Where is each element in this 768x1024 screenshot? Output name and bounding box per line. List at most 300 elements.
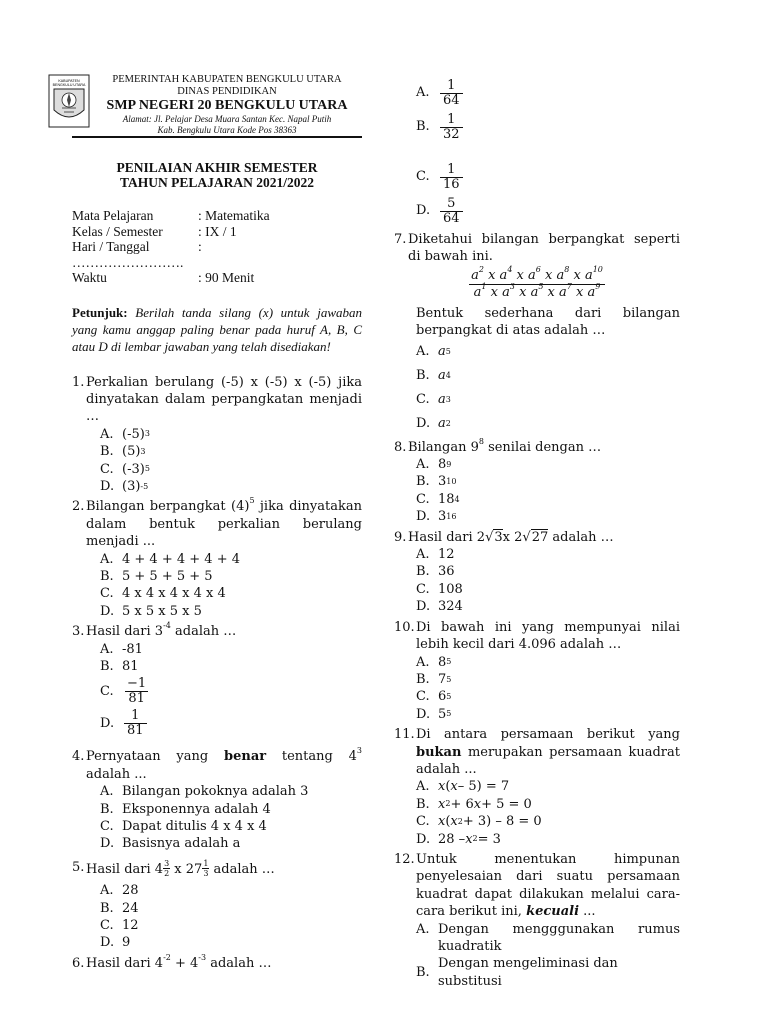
option-text: Dengan mengggunakan rumus kuadratik (438, 921, 680, 954)
info-row (72, 239, 362, 255)
question-2-options (100, 551, 362, 621)
option-a[interactable] (416, 76, 680, 110)
option-d[interactable] (100, 934, 362, 951)
option-a[interactable] (416, 778, 680, 795)
dept-name: DINAS PENDIDIKAN (177, 86, 277, 97)
q11-pre: Di antara persamaan berikut yang (416, 727, 680, 743)
info-key: Waktu (72, 270, 107, 285)
option-text: 81 (122, 659, 139, 674)
option-letter: A. (100, 551, 114, 567)
option-c[interactable]: C. x ( x 2 + 3) – 8 = 0 (416, 814, 542, 830)
question-12 (394, 851, 680, 921)
info-row (72, 255, 362, 271)
q6-mid: + 4 (170, 955, 199, 971)
option-b[interactable] (416, 955, 680, 990)
option-letter: B. (100, 900, 114, 916)
option-text: 324 (438, 599, 463, 615)
term-exp: 4 (507, 264, 513, 274)
option-c[interactable]: C. 18 4 (416, 491, 460, 507)
address-line-1: Alamat: Jl. Pelajar Desa Muara Santan Kec. Napal Putih (122, 114, 332, 124)
question-3 (72, 623, 362, 640)
times: x (514, 284, 531, 300)
term-base: a (499, 267, 508, 283)
option-b[interactable] (416, 563, 680, 580)
q4-mid: tentang 4 (266, 749, 357, 765)
regency-logo-icon (48, 74, 90, 128)
term-base: a (587, 284, 596, 300)
question-number: 5. (72, 859, 85, 875)
q8-post: senilai dengan … (483, 439, 602, 455)
option-d[interactable]: D. a 2 (416, 415, 451, 431)
option-b[interactable]: B. x 2 + 6 x + 5 = 0 (416, 796, 532, 812)
title-line-1: PENILAIAN AKHIR SEMESTER (116, 160, 318, 175)
option-base: 7 (438, 671, 447, 687)
term-base: a (559, 284, 567, 300)
question-number: 7. (394, 232, 407, 247)
numerator: −1 (127, 675, 147, 691)
question-1-options (100, 426, 362, 496)
option-base: (3) (122, 478, 141, 494)
option-a[interactable] (416, 546, 680, 563)
denominator: 64 (440, 93, 463, 108)
option-text: 28 (122, 883, 139, 899)
option-base: 5 (438, 706, 447, 722)
q11-post: merupakan persamaan kuadrat adalah ... (416, 744, 680, 777)
instructions (72, 304, 362, 355)
option-a[interactable] (416, 921, 680, 956)
option-letter: D. (416, 599, 431, 615)
q5-post: adalah … (209, 861, 275, 877)
denominator: 2 (164, 868, 170, 878)
denominator: 16 (440, 177, 463, 192)
option-letter: D. (100, 603, 115, 619)
option-text: 12 (438, 547, 455, 563)
question-7-options (416, 340, 680, 436)
info-value: : (198, 239, 202, 254)
info-value: : IX / 1 (198, 223, 237, 239)
option-letter: A. (100, 426, 114, 442)
question-text (86, 859, 362, 878)
term-base: a (473, 284, 482, 300)
option-d[interactable] (100, 835, 362, 852)
q6-pre: Hasil dari 4 (86, 955, 164, 971)
question-number: 3. (72, 624, 85, 640)
question-text: Perkalian berulang (-5) x (-5) x (-5) jika dinyatakan dalam perpangkatan menjadi … (86, 374, 362, 425)
question-number: 10. (394, 619, 415, 635)
question-4-options (100, 783, 362, 853)
option-a[interactable] (100, 882, 362, 899)
question-number: 4. (72, 749, 85, 765)
option-base: 6 (438, 689, 447, 705)
q4-pre: Pernyataan yang (86, 749, 224, 765)
expr: 28 – (438, 831, 466, 847)
option-text: 5 + 5 + 5 + 5 (122, 568, 213, 584)
option-letter: D. (416, 509, 431, 525)
info-row (72, 270, 362, 286)
option-base: a (438, 343, 446, 359)
term-base: a (502, 284, 510, 300)
q9-post: adalah … (548, 529, 614, 545)
power-fraction (394, 264, 680, 301)
option-letter: D. (100, 935, 115, 951)
address-line-2: Kab. Bengkulu Utara Kode Pos 38363 (157, 125, 297, 135)
option-c[interactable] (100, 917, 362, 934)
times: x (483, 267, 500, 283)
option-letter: B. (416, 671, 430, 687)
option-c[interactable]: C. 6 5 (416, 689, 452, 705)
option-d[interactable] (416, 194, 680, 228)
exam-info (72, 208, 362, 286)
q4-post: adalah ... (86, 766, 147, 782)
option-d[interactable] (416, 598, 680, 615)
option-base: 3 (438, 474, 447, 490)
option-d[interactable] (100, 707, 362, 739)
option-base: (5) (122, 444, 141, 460)
q6-post: adalah … (206, 955, 272, 971)
info-key: Kelas / Semester (72, 223, 163, 239)
formula-numerator (469, 264, 605, 285)
question-2 (72, 498, 362, 550)
option-b[interactable] (100, 658, 362, 675)
option-text: 4 + 4 + 4 + 4 + 4 (122, 551, 240, 567)
question-text (86, 623, 362, 640)
option-letter: B. (416, 796, 430, 812)
option-b[interactable] (100, 568, 362, 585)
option-base: (-3) (122, 461, 145, 477)
option-letter: C. (416, 814, 430, 830)
q4-bold: benar (224, 749, 267, 765)
option-text: Dengan mengeliminasi dan substitusi (438, 956, 618, 989)
denominator: 64 (440, 211, 463, 226)
school-name: SMP NEGERI 20 BENGKULU UTARA (106, 98, 348, 113)
term-base: a (530, 284, 539, 300)
question-11-options (416, 778, 680, 848)
option-d[interactable]: D. (3) -5 (100, 478, 149, 494)
option-letter: C. (416, 169, 430, 185)
gov-name: PEMERINTAH KABUPATEN BENGKULU UTARA (112, 74, 342, 85)
option-text: Eksponennya adalah 4 (122, 801, 271, 817)
term-exp: 9 (595, 281, 601, 291)
letterhead (52, 72, 362, 138)
term-base: a (556, 267, 565, 283)
q5-pre: Hasil dari (86, 861, 155, 877)
option-c[interactable] (416, 581, 680, 598)
title-line-2: TAHUN PELAJARAN 2021/2022 (119, 175, 314, 190)
numerator: 1 (447, 111, 456, 127)
option-letter: B. (416, 965, 430, 981)
question-text: Di bawah ini yang mempunyai nilai lebih kecil dari 4.096 adalah … (416, 619, 680, 653)
option-text: Bilangan pokoknya adalah 3 (122, 784, 309, 800)
question-number: 12. (394, 851, 415, 867)
option-b[interactable]: B. 3 10 (416, 474, 457, 490)
question-10-options (416, 654, 680, 724)
q6-exp-2: -3 (198, 952, 207, 962)
term-exp: 3 (509, 281, 515, 291)
option-base: a (438, 415, 446, 431)
option-c[interactable] (100, 818, 362, 835)
option-base: a (438, 367, 446, 383)
times: x (569, 267, 585, 283)
question-text (408, 436, 680, 456)
option-letter: D. (416, 415, 431, 431)
denominator: 81 (124, 723, 147, 738)
expr: ( (445, 779, 451, 795)
option-letter: C. (416, 491, 430, 507)
option-letter: D. (416, 706, 431, 722)
option-letter: A. (100, 784, 114, 800)
option-c[interactable]: C. (-3) 5 (100, 461, 150, 477)
option-letter: C. (416, 391, 430, 407)
expr: + 3) – 8 = 0 (462, 814, 542, 830)
option-d[interactable]: D. 28 – x 2 = 3 (416, 831, 501, 847)
denominator: 32 (440, 127, 463, 142)
option-b[interactable] (100, 801, 362, 818)
formula-denominator (473, 281, 601, 301)
option-letter: C. (100, 586, 114, 602)
option-letter: D. (100, 715, 115, 731)
option-a[interactable]: A. 8 5 (416, 654, 452, 670)
right-column (394, 76, 680, 990)
option-letter: C. (100, 819, 114, 835)
option-base: 3 (438, 509, 447, 525)
numerator: 1 (447, 161, 456, 177)
var: x (473, 796, 482, 812)
instructions-label: Petunjuk: (72, 304, 128, 320)
option-letter: C. (100, 918, 114, 934)
option-base: 8 (438, 457, 447, 473)
option-d[interactable]: D. 3 16 (416, 509, 457, 525)
denominator: 81 (125, 691, 148, 706)
question-9-options (416, 546, 680, 616)
letterhead-text (88, 74, 366, 136)
option-b[interactable]: B. (5) 3 (100, 444, 146, 460)
question-9 (394, 529, 680, 546)
expr: ( (445, 814, 451, 830)
option-base: 8 (438, 654, 447, 670)
fraction (440, 163, 463, 192)
q6-exp-1: -2 (163, 952, 171, 962)
option-letter: A. (416, 547, 430, 563)
fraction (440, 197, 463, 226)
option-base: a (438, 391, 446, 407)
question-text (416, 726, 680, 778)
option-d[interactable] (100, 603, 362, 620)
info-value: : 90 Menit (198, 270, 255, 285)
question-text (86, 498, 362, 550)
option-letter: A. (100, 883, 114, 899)
term-exp: 1 (481, 281, 487, 291)
info-key: ……………………. (72, 254, 184, 270)
option-letter: A. (416, 779, 430, 795)
option-text: 36 (438, 564, 455, 580)
option-a[interactable]: A. 8 9 (416, 457, 452, 473)
q12-pre: Untuk menentukan himpunan penyelesaian dari suatu persamaan kuadrat dapat dilakukan melalui cara-cara berikut ini, (416, 851, 680, 920)
question-3-options (100, 641, 362, 740)
question-number: 1. (72, 374, 85, 390)
info-value: : Matematika (198, 208, 270, 223)
question-10 (394, 619, 680, 654)
option-letter: C. (416, 581, 430, 597)
question-text: Hasil dari 2√3x 2√27 adalah … (408, 529, 614, 545)
option-c[interactable] (416, 160, 680, 194)
question-6-options (416, 76, 680, 228)
times: x (512, 267, 529, 283)
q2-post: jika dinyatakan dalam bentuk perkalian berulang menjadi ... (86, 499, 362, 550)
option-letter: D. (416, 203, 431, 219)
info-row (72, 224, 362, 240)
option-a[interactable]: A. a 5 (416, 343, 451, 359)
question-5 (72, 859, 362, 878)
fraction (124, 709, 147, 738)
question-text (416, 851, 680, 921)
option-letter: B. (416, 367, 430, 383)
q3-exp: -4 (163, 621, 171, 631)
q4-exp: 3 (356, 746, 362, 756)
q9-mid: x 2 (502, 529, 523, 545)
term-base: a (471, 267, 479, 283)
option-letter: C. (100, 683, 114, 699)
option-base: 18 (438, 491, 455, 507)
question-7-prompt: Bentuk sederhana dari bilangan berpangkat di atas adalah … (416, 305, 680, 339)
question-5-options (100, 882, 362, 952)
option-base: (-5) (122, 426, 145, 442)
logo-text-1: KABUPATEN (58, 79, 80, 83)
option-letter: A. (416, 654, 430, 670)
option-a[interactable] (100, 783, 362, 800)
option-letter: B. (416, 564, 430, 580)
term-exp: 10 (592, 264, 603, 274)
times: x (543, 284, 560, 300)
q8-exp: 8 (478, 436, 484, 446)
option-text: 5 x 5 x 5 x 5 (122, 603, 202, 619)
option-letter: C. (100, 461, 114, 477)
instructions-text: Berilah tanda silang (x) untuk jawaban yang kamu anggap paling benar pada huruf A, B, C atau D di lembar jawaban yang telah disediakan! (72, 304, 362, 354)
option-letter: C. (416, 689, 430, 705)
numerator: 5 (447, 195, 456, 211)
var: x (438, 796, 446, 812)
q2-exp: 5 (249, 496, 255, 506)
option-letter: D. (100, 478, 115, 494)
numerator: 3 (164, 858, 170, 868)
option-letter: B. (416, 119, 430, 135)
question-number: 9. (394, 529, 407, 545)
var: x (450, 779, 458, 795)
q8-pre: Bilangan 9 (408, 439, 479, 455)
option-a[interactable]: A. (-5) 3 (100, 426, 150, 442)
q3-post: adalah … (170, 624, 237, 640)
option-letter: B. (416, 474, 430, 490)
expr: + 6 (450, 796, 474, 812)
question-text (86, 748, 362, 783)
term-exp: 8 (564, 264, 570, 274)
fraction (440, 79, 463, 108)
var: x (465, 831, 473, 847)
times: x (571, 284, 588, 300)
option-text: -81 (122, 641, 143, 657)
option-letter: B. (100, 444, 114, 460)
q2-pre: Bilangan berpangkat (4) (86, 499, 250, 515)
option-letter: A. (100, 641, 114, 657)
expr: – 5) = 7 (457, 779, 510, 795)
question-8-options (416, 456, 680, 526)
times: x (540, 267, 557, 283)
question-number: 8. (394, 439, 407, 455)
numerator: 1 (203, 858, 209, 868)
times: x (486, 284, 503, 300)
option-letter: A. (416, 85, 430, 101)
q11-bold: bukan (416, 744, 462, 760)
logo-text-2: BENGKULU UTARA (52, 83, 86, 87)
left-column (52, 72, 362, 972)
option-text: 9 (122, 935, 131, 951)
question-number: 11. (394, 727, 415, 743)
q9-radicand-2: 27 (531, 529, 549, 545)
term-exp: 5 (538, 281, 544, 291)
question-number: 2. (72, 499, 85, 515)
option-text: Dapat ditulis 4 x 4 x 4 (122, 819, 267, 835)
q12-post: ... (579, 904, 596, 920)
term-base: a (584, 267, 593, 283)
q5-base-1: 4 (154, 861, 164, 877)
option-c[interactable] (100, 675, 362, 707)
denominator: 3 (203, 868, 209, 878)
expr: = 3 (477, 831, 501, 847)
term-base: a (528, 267, 536, 283)
term-exp: 7 (566, 281, 572, 291)
info-row (72, 208, 362, 224)
var: x (450, 814, 458, 830)
option-letter: D. (416, 831, 431, 847)
numerator: 1 (131, 707, 140, 723)
option-b[interactable] (100, 900, 362, 917)
info-key: Hari / Tanggal (72, 239, 150, 254)
option-text: 4 x 4 x 4 x 4 x 4 (122, 586, 226, 602)
option-b[interactable]: B. 7 5 (416, 671, 452, 687)
option-text: 24 (122, 900, 139, 916)
exam-title (72, 160, 362, 190)
var: x (438, 814, 446, 830)
option-d[interactable]: D. 5 5 (416, 706, 452, 722)
question-11 (394, 726, 680, 778)
option-letter: B. (100, 659, 114, 674)
option-b[interactable]: B. a 4 (416, 367, 451, 383)
question-number: 6. (72, 955, 85, 971)
question-4 (72, 748, 362, 783)
fraction (124, 677, 149, 706)
option-text: 108 (438, 581, 463, 597)
q12-bold-italic: kecuali (526, 904, 580, 920)
q5-base-2: 27 (185, 861, 203, 877)
option-letter: B. (100, 801, 114, 817)
option-text: 12 (122, 918, 139, 934)
q5-times: x (170, 861, 186, 877)
option-c[interactable] (100, 585, 362, 602)
fraction (440, 113, 463, 142)
option-a[interactable] (100, 551, 362, 568)
question-6 (72, 952, 362, 972)
expr: + 5 = 0 (481, 796, 532, 812)
option-a[interactable] (100, 641, 362, 658)
option-c[interactable]: C. a 3 (416, 391, 451, 407)
question-1 (72, 374, 362, 426)
numerator: 1 (447, 77, 456, 93)
question-12-options (416, 921, 680, 991)
option-letter: A. (416, 921, 430, 937)
option-text: Basisnya adalah a (122, 836, 241, 852)
term-exp: 6 (535, 264, 541, 274)
option-b[interactable] (416, 110, 680, 144)
term-exp: 2 (478, 264, 484, 274)
